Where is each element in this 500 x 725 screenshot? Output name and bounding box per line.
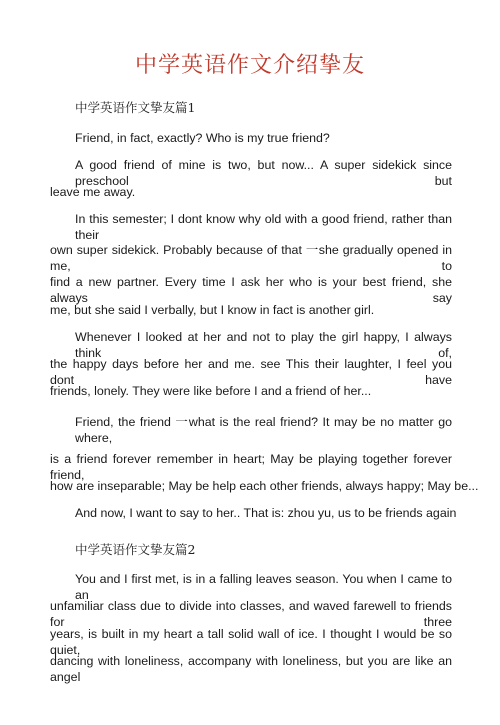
paragraph-line: dancing with loneliness, accompany with loneliness, but you are like an angel (50, 654, 452, 684)
section-heading-1: 中学英语作文挚友篇1 (75, 100, 196, 115)
document-title: 中学英语作文介绍挚友 (134, 53, 365, 78)
paragraph-line: own super sidekick. Probably because of that 一she gradually opened in me, to (50, 243, 452, 273)
paragraph-line: And now, I want to say to her.. That is: zhou yu, us to be friends again (75, 506, 457, 520)
paragraph-line: unfamiliar class due to divide into classes, and waved farewell to friends for three (50, 599, 452, 629)
paragraph-line: me, but she said I verbally, but I know in fact is another girl. (50, 303, 375, 317)
paragraph-line: friends, lonely. They were like before I and a friend of her... (50, 384, 372, 398)
paragraph-line: Whenever I looked at her and not to play the girl happy, I always think of, (75, 330, 452, 360)
paragraph-line: years, is built in my heart a tall solid wall of ice. I thought I would be so quiet, (50, 627, 452, 657)
paragraph-line: In this semester; I dont know why old with a good friend, rather than their (75, 212, 452, 242)
paragraph-line: the happy days before her and me. see This their laughter, I feel you dont have (50, 357, 452, 387)
paragraph-line: Friend, in fact, exactly? Who is my true friend? (75, 131, 330, 145)
paragraph-line: find a new partner. Every time I ask her who is your best friend, she always say (50, 275, 452, 305)
paragraph-line: leave me away. (50, 185, 136, 199)
paragraph-line: A good friend of mine is two, but now... A super sidekick since preschool but (75, 158, 452, 188)
paragraph-line: how are inseparable; May be help each other friends, always happy; May be... (50, 479, 479, 493)
paragraph-line: Friend, the friend 一what is the real friend? It may be no matter go where, (75, 415, 452, 445)
paragraph-line: is a friend forever remember in heart; May be playing together forever friend, (50, 452, 452, 482)
paragraph-line: You and I first met, is in a falling leaves season. You when I came to an (75, 572, 452, 602)
section-heading-2: 中学英语作文挚友篇2 (75, 542, 196, 557)
